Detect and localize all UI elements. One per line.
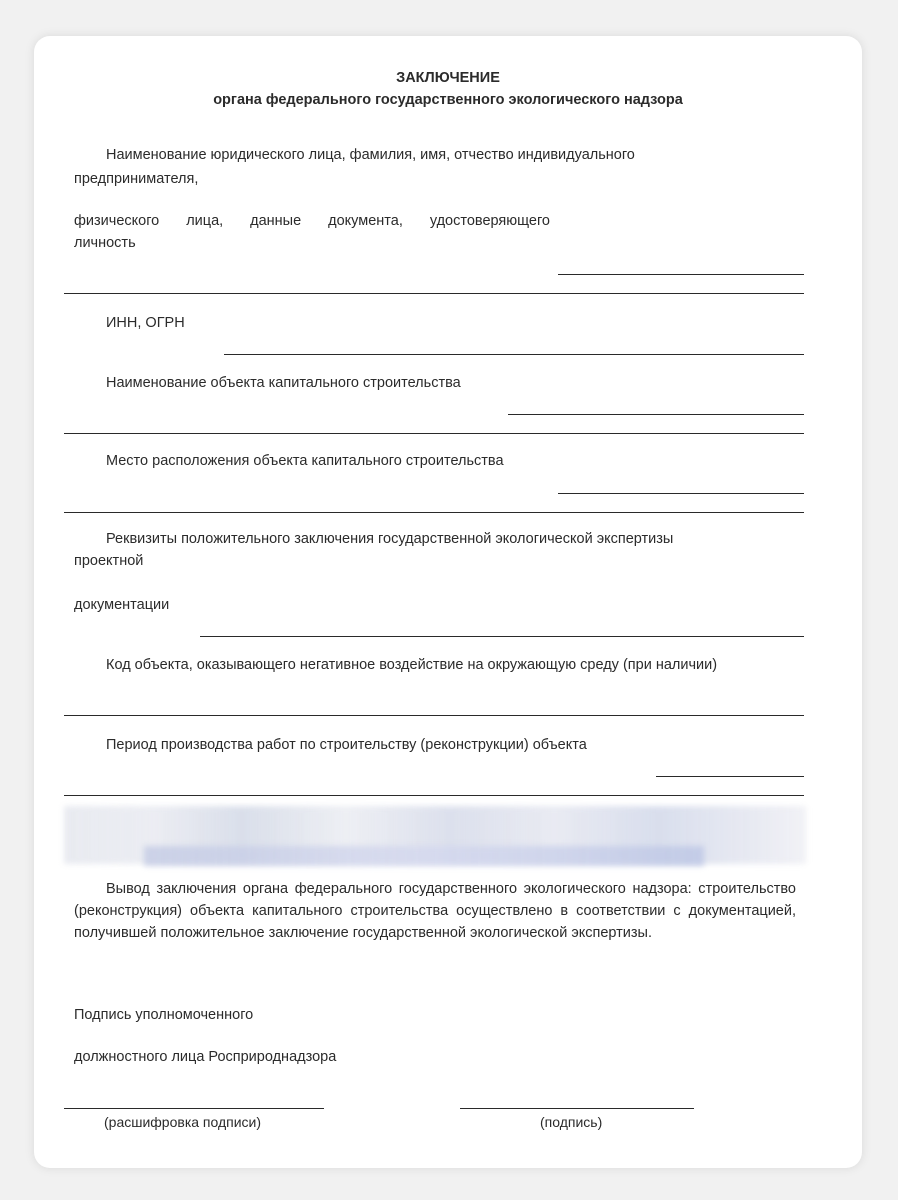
work-period-fill-line-1[interactable] xyxy=(656,776,804,777)
object-name-fill-line-2[interactable] xyxy=(64,433,804,434)
requisites-line3: документации xyxy=(74,597,170,613)
signature-label: (подпись) xyxy=(540,1114,603,1130)
work-period-label: Период производства работ по строительству (реконструкции) объекта xyxy=(106,737,587,753)
redacted-region-link xyxy=(144,846,704,866)
requisites-fill-line[interactable] xyxy=(200,636,804,637)
object-location-label: Место расположения объекта капитального строительства xyxy=(106,453,504,469)
entity-name-line1: Наименование юридического лица, фамилия, имя, отчество индивидуального xyxy=(106,147,635,163)
person-fill-line[interactable] xyxy=(558,274,804,275)
object-code-fill-line[interactable] xyxy=(64,715,804,716)
requisites-line1: Реквизиты положительного заключения государственной экологической экспертизы xyxy=(106,531,674,547)
requisites-line2: проектной xyxy=(74,553,144,569)
signature-fill-line[interactable] xyxy=(460,1108,694,1109)
object-location-fill-line-2[interactable] xyxy=(64,512,804,513)
person-line2: личность xyxy=(74,235,136,251)
object-name-fill-line-1[interactable] xyxy=(508,414,804,415)
decoding-fill-line[interactable] xyxy=(64,1108,324,1109)
document-title: ЗАКЛЮЧЕНИЕ xyxy=(396,70,500,86)
entity-name-line2: предпринимателя, xyxy=(74,171,199,187)
document-subtitle: органа федерального государственного экологического надзора xyxy=(213,92,683,108)
entity-fill-line[interactable] xyxy=(64,293,804,294)
object-code-label: Код объекта, оказывающего негативное воздействие на окружающую среду (при наличии) xyxy=(106,657,718,673)
entity-name-label xyxy=(74,144,796,166)
work-period-fill-line-2[interactable] xyxy=(64,795,804,796)
inn-ogrn-label: ИНН, ОГРН xyxy=(106,315,185,331)
document-page xyxy=(34,36,862,1168)
object-location-fill-line-1[interactable] xyxy=(558,493,804,494)
signature-line1: Подпись уполномоченного xyxy=(74,1007,254,1023)
signature-line2: должностного лица Росприроднадзора xyxy=(74,1049,337,1065)
object-name-label: Наименование объекта капитального строительства xyxy=(106,375,461,391)
inn-ogrn-fill-line[interactable] xyxy=(224,354,804,355)
conclusion-text: Вывод заключения органа федерального государственного экологического надзора: строительство (реконструкция) объекта капитального строительства осуществлено в соответствии с документацией, получившей положительное заключение государственной экологической экспертизы. xyxy=(74,881,796,941)
decoding-label: (расшифровка подписи) xyxy=(104,1114,262,1130)
person-line1: физического лица, данные документа, удостоверяющего xyxy=(74,213,550,229)
